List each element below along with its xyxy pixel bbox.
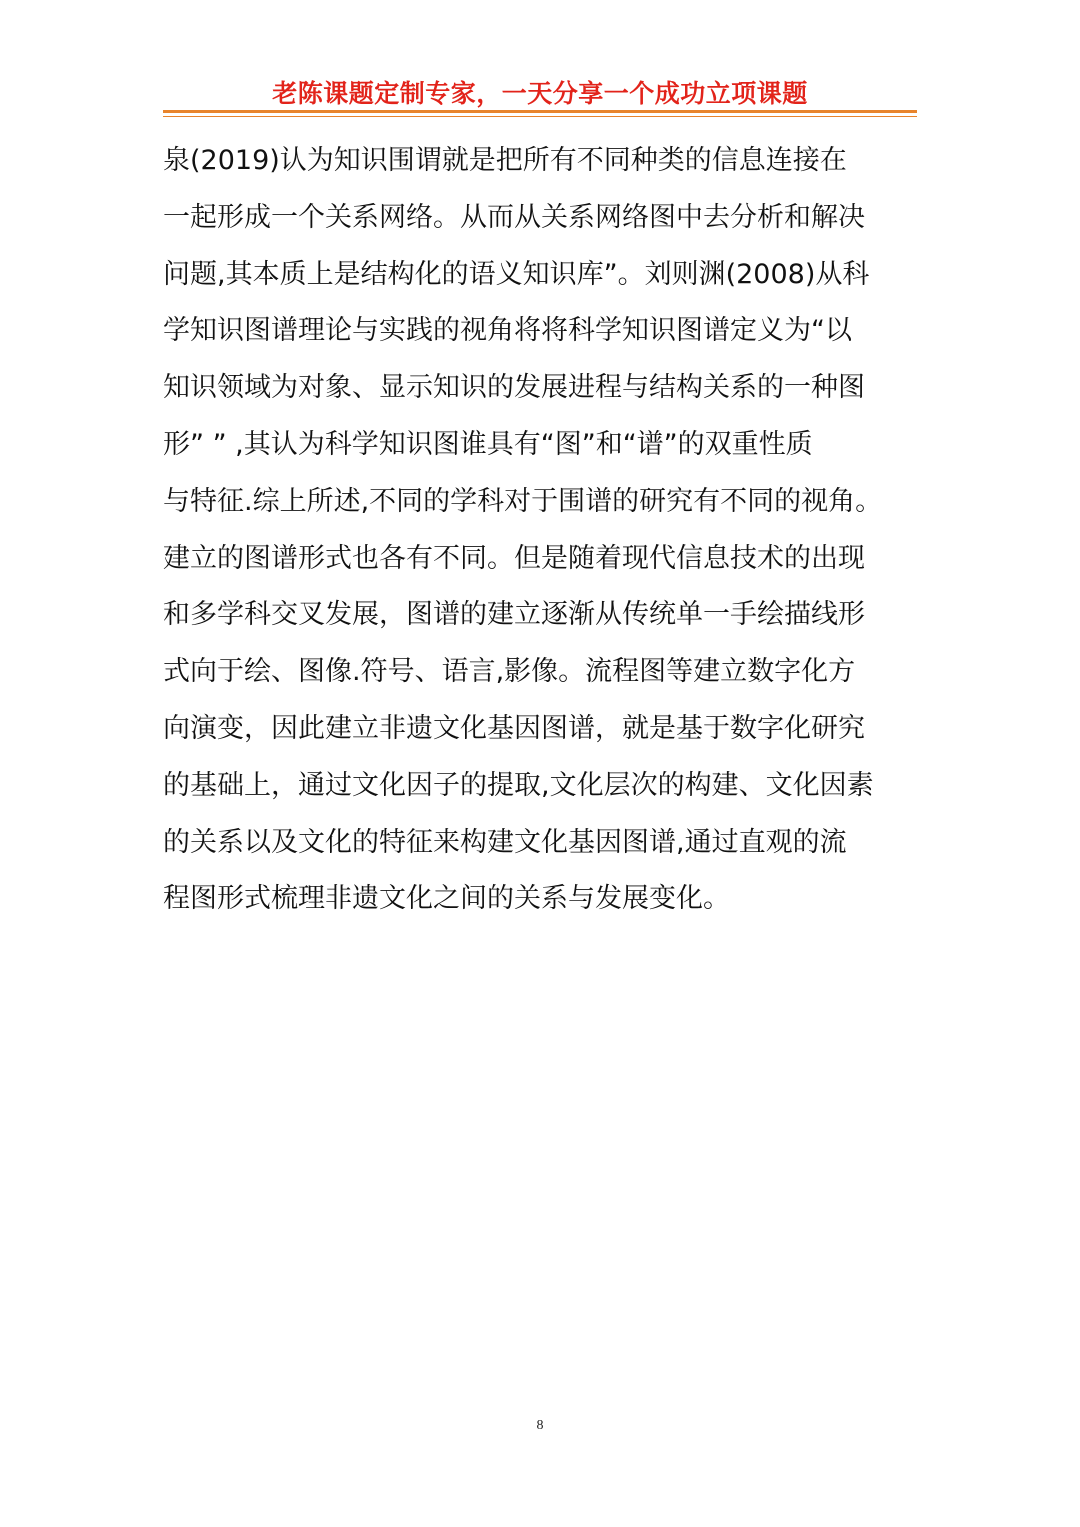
header-rule-thick [163,110,917,113]
body-line: 形” ” ,其认为科学知识图谁具有“图”和“谱”的双重性质 [163,428,813,460]
header-title: 老陈课题定制专家，一天分享一个成功立项课题 [272,79,808,108]
body-line: 知识领域为对象、显示知识的发展进程与结构关系的一种图 [163,372,865,404]
body-line: 和多学科交叉发展，图谱的建立逐渐从传统单一手绘描线形 [163,599,865,631]
body-line: 一起形成一个关系网络。从而从关系网络图中去分析和解决 [163,201,865,233]
body-line: 学知识图谱理论与实践的视角将将科学知识图谱定义为“以 [163,315,852,347]
body-line: 向演变，因此建立非遗文化基因图谱，就是基于数字化研究 [163,712,865,744]
page-number: 8 [536,1418,544,1433]
body-line: 式向于绘、图像.符号、语言,影像。流程图等建立数字化方 [163,656,856,688]
body-paragraph [163,133,923,928]
body-line: 与特征.综上所述,不同的学科对于围谱的研究有不同的视角。 [163,485,883,517]
body-line: 的基础上，通过文化因子的提取,文化层次的构建、文化因素 [163,769,874,801]
body-line: 程图形式梳理非遗文化之间的关系与发展变化。 [163,883,730,915]
body-line: 建立的图谱形式也各有不同。但是随着现代信息技术的出现 [163,542,865,574]
body-line: 的关系以及文化的特征来构建文化基因图谱,通过直观的流 [163,826,847,858]
body-line: 问题,其本质上是结构化的语义知识库”。刘则渊(2008)从科 [163,258,870,290]
body-line: 泉(2019)认为知识围谓就是把所有不同种类的信息连接在 [163,145,847,176]
header-rule-thin [163,116,917,117]
